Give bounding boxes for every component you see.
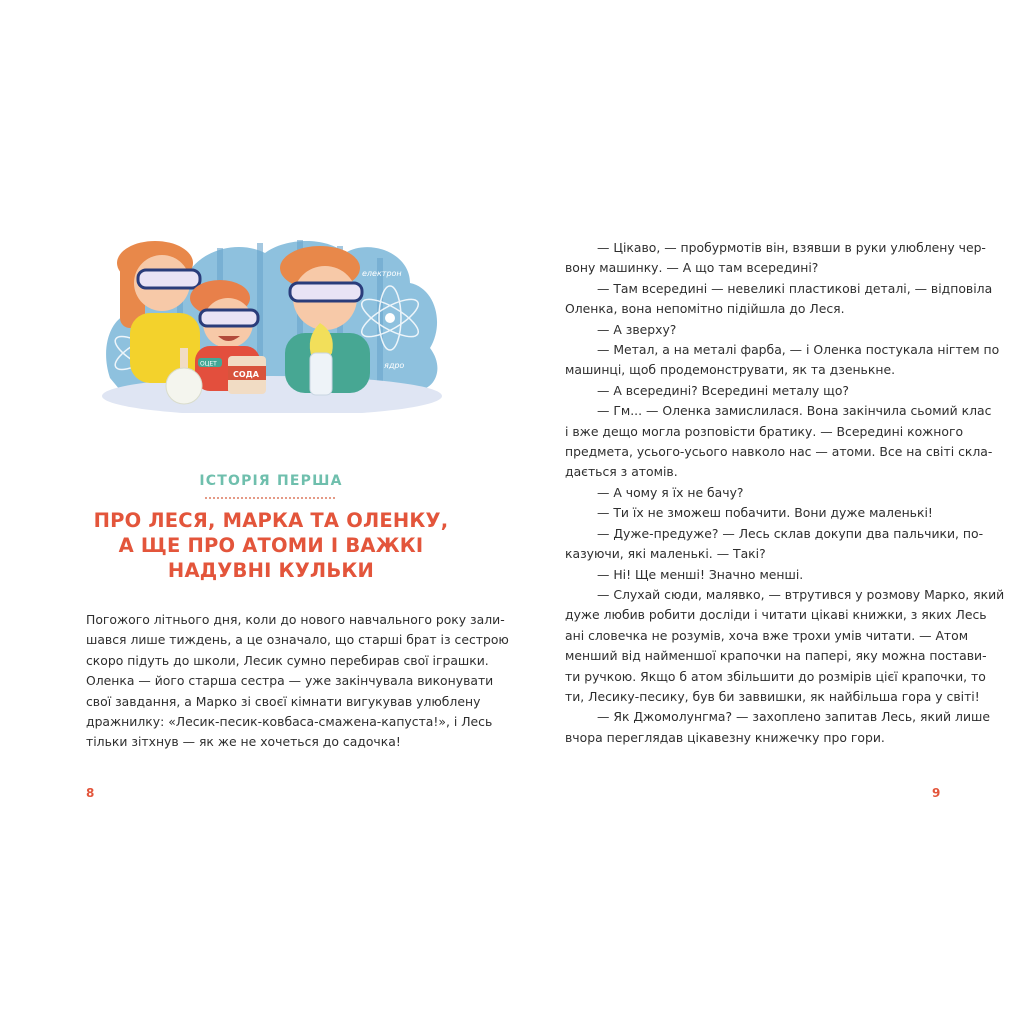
right-body-text: [565, 238, 1005, 748]
chapter-kicker: ІСТОРІЯ ПЕРША: [199, 473, 343, 489]
svg-text:ОЦЕТ: ОЦЕТ: [200, 360, 217, 368]
page-number-right: 9: [932, 786, 941, 800]
text-line: — Там всередині — невеликі пластикові деталі, — відповіла: [597, 280, 993, 296]
svg-text:СОДА: СОДА: [233, 370, 259, 379]
text-line: Оленка, вона непомітно підійшла до Леся.: [565, 301, 845, 317]
text-line: — Гм... — Оленка замислилася. Вона закінчила сьомий клас: [597, 403, 992, 419]
svg-text:електрон: електрон: [362, 269, 402, 278]
text-line: — Метал, а на металі фарба, — і Оленка постукала нігтем по: [597, 342, 1000, 358]
left-body-text: [86, 610, 509, 753]
text-line: ти ручкою. Якщо б атом збільшити до розмірів цієї крапочки, то: [565, 668, 986, 684]
text-line: вону машинку. — А що там всередині?: [565, 260, 819, 276]
text-line: — Цікаво, — пробурмотів він, взявши в руки улюблену чер-: [597, 240, 986, 255]
chapter-illustration: [100, 228, 445, 413]
text-line: тільки зітхнув — як же не хочеться до садочка!: [86, 734, 401, 750]
text-line: свої завдання, а Марко зі своєї кімнати вигукував улюблену: [86, 693, 481, 709]
chapter-title-line: ПРО ЛЕСЯ, МАРКА ТА ОЛЕНКУ,: [93, 509, 449, 532]
text-line: — Ні! Ще менші! Значно менші.: [597, 566, 804, 582]
dotted-divider: [205, 497, 335, 499]
page-number-left: 8: [86, 786, 95, 800]
text-line: дражнилку: «Лесик-песик-ковбаса-смажена-капуста!», і Лесь: [86, 714, 493, 730]
text-line: ти, Лесику-песику, був би заввишки, як найбільша гора у світі!: [565, 688, 980, 704]
text-line: дається з атомів.: [565, 464, 678, 480]
text-line: і вже дещо могла розповісти братику. — Всередині кожного: [565, 423, 964, 439]
text-line: — А всередині? Всередині металу що?: [597, 382, 849, 398]
text-line: шався лише тиждень, а це означало, що старші брат із сестрою: [86, 632, 509, 648]
text-line: — Як Джомолунгма? — захоплено запитав Лесь, який лише: [597, 709, 990, 725]
text-line: — Слухай сюди, малявко, — втрутився у розмову Марко, який: [597, 586, 1005, 602]
text-line: казуючи, які маленькі. — Такі?: [565, 546, 766, 562]
text-line: скоро підуть до школи, Лесик сумно перебирав свої іграшки.: [86, 652, 489, 668]
chapter-title-line: НАДУВНІ КУЛЬКИ: [167, 559, 375, 582]
chapter-title-line: А ЩЕ ПРО АТОМИ І ВАЖКІ: [118, 534, 424, 557]
text-line: машинці, щоб продемонструвати, як та дзенькне.: [565, 362, 896, 378]
chapter-title: [86, 508, 456, 583]
text-line: менший від найменшої крапочки на папері, яку можна постави-: [565, 648, 987, 664]
text-line: Погожого літнього дня, коли до нового навчального року зали-: [86, 612, 505, 627]
text-line: — Дуже-предуже? — Лесь склав докупи два пальчики, по-: [597, 525, 984, 541]
text-line: — Ти їх не зможеш побачити. Вони дуже маленькі!: [597, 505, 933, 521]
svg-text:ядро: ядро: [384, 361, 405, 370]
text-line: Оленка — його старша сестра — уже закінчувала виконувати: [86, 673, 494, 689]
text-line: вчора переглядав цікавезну книжечку про гори.: [565, 729, 885, 745]
text-line: — А зверху?: [597, 321, 677, 337]
text-line: — А чому я їх не бачу?: [597, 484, 744, 500]
text-line: дуже любив робити досліди і читати цікаві книжки, з яких Лесь: [565, 607, 987, 623]
text-line: предмета, усього-усього навколо нас — атоми. Все на світі скла-: [565, 444, 993, 460]
text-line: ані словечка не розумів, хоча вже трохи умів читати. — Атом: [565, 627, 969, 643]
